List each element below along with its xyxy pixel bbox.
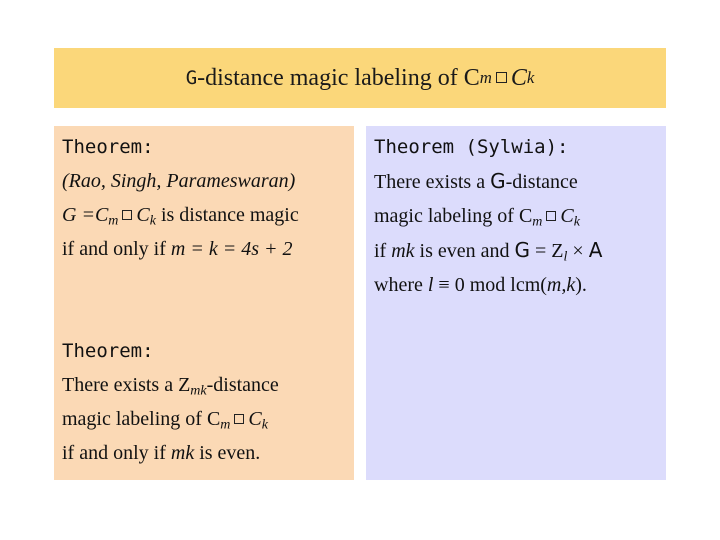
right-heading: Theorem (Sylwia):: [374, 136, 569, 158]
right-line3-mk: mk: [391, 240, 415, 262]
right-panel: [366, 126, 666, 480]
right-line4-suffix: ≡ 0 mod lcm(: [433, 274, 547, 296]
theorem2-line2-sub-k: k: [261, 417, 268, 433]
right-line2-sub-m: m: [532, 214, 543, 230]
theorem1-sub-k: k: [149, 213, 156, 229]
right-line4-mk: m,k: [546, 274, 576, 296]
right-line2-c2: C: [560, 205, 574, 227]
theorem2-line3-mk: mk: [170, 442, 195, 464]
theorem2-line1-prefix: There exists a Z: [62, 374, 191, 396]
title-g-glyph: G: [185, 67, 198, 89]
right-line4-end: ).: [575, 274, 587, 296]
theorem1-condition-line: [62, 232, 354, 266]
theorem2-line1-sub: mk: [190, 383, 207, 399]
right-line3-g: G: [514, 238, 531, 262]
theorem2-line2-sub-m: m: [220, 417, 231, 433]
right-line1-g: G: [490, 169, 506, 193]
box-product-icon: [496, 72, 507, 83]
title-text: -distance magic labeling of C: [197, 64, 480, 91]
theorem2-line1: [62, 368, 354, 402]
theorem1-g-prefix: G =C: [62, 204, 109, 226]
right-line4: [374, 268, 666, 302]
theorem1-sub-m: m: [108, 213, 119, 229]
right-line2-sub-k: k: [573, 214, 580, 230]
right-line3-prefix: if: [374, 240, 392, 262]
right-line1-suffix: -distance: [505, 171, 578, 193]
theorem1-authors: (Rao, Singh, Parameswaran): [62, 170, 296, 192]
theorem1-condition-prefix: if and only if: [62, 238, 171, 260]
left-panel: [54, 126, 354, 480]
right-line1: [374, 164, 666, 199]
box-product-icon: [122, 210, 132, 220]
theorem1-suffix: is distance magic: [155, 204, 299, 226]
theorem2-line2-prefix: magic labeling of C: [62, 408, 221, 430]
theorem1-statement: [62, 198, 354, 232]
right-line3-mid: is even and: [414, 240, 515, 262]
theorem2-heading: Theorem:: [62, 340, 154, 362]
theorem2-line3-suffix: is even.: [194, 442, 261, 464]
box-product-icon: [234, 414, 244, 424]
theorem2-line3-prefix: if and only if: [62, 442, 171, 464]
title-bar: G -distance magic labeling of C m C k: [54, 48, 666, 108]
right-line3-times: ×: [567, 240, 589, 262]
right-line3-eq: = Z: [530, 240, 564, 262]
theorem2-line1-suffix: -distance: [206, 374, 279, 396]
box-product-icon: [546, 211, 556, 221]
right-line4-prefix: where: [374, 274, 428, 296]
spacer: [62, 266, 354, 334]
right-line2-prefix: magic labeling of C: [374, 205, 533, 227]
right-line3-sub-l: l: [563, 249, 568, 265]
right-line3: [374, 233, 666, 268]
right-line4-l: l: [427, 274, 434, 296]
theorem2-line2: [62, 402, 354, 436]
theorem1-heading: Theorem:: [62, 136, 154, 158]
title-c2: C: [510, 64, 527, 91]
theorem1-c2: C: [136, 204, 150, 226]
theorem1-condition: m = k = 4s + 2: [170, 238, 293, 260]
right-line3-a: A: [588, 238, 603, 262]
theorem2-line3: [62, 436, 354, 470]
right-line1-prefix: There exists a: [374, 171, 491, 193]
theorem2-line2-c2: C: [248, 408, 262, 430]
right-line2: [374, 199, 666, 233]
